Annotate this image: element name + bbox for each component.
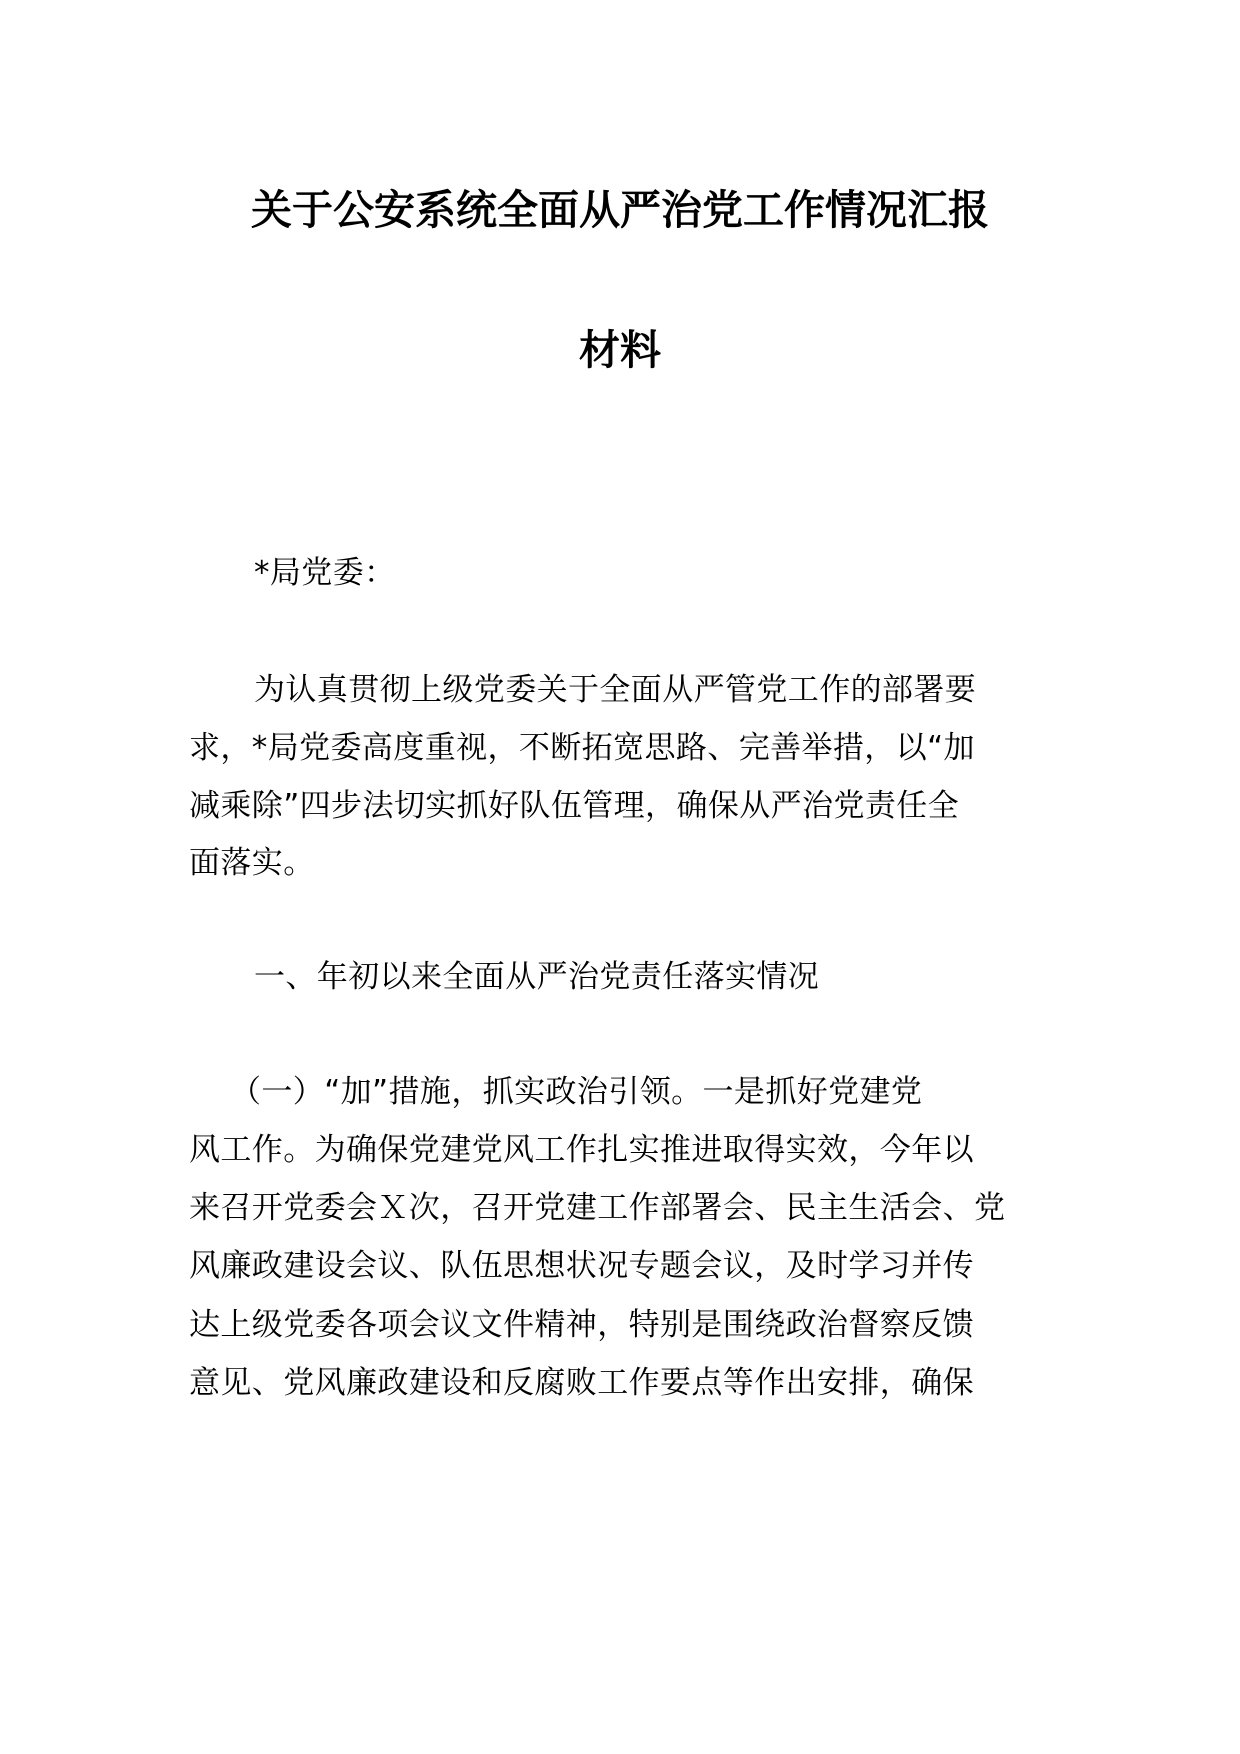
subsection-line-3: 来召开党委会Ｘ次，召开党建工作部署会、民主生活会、党 [189,1190,1006,1226]
paragraph-1-line-1: 为认真贯彻上级党委关于全面从严管党工作的部署要 [254,672,977,708]
paragraph-1-line-4: 面落实。 [189,845,315,881]
document-title-line-2: 材料 [579,326,661,374]
paragraph-1-line-2: 求，*局党委高度重视，不断拓宽思路、完善举措，以“加 [189,730,975,766]
subsection-line-1: （一）“加”措施，抓实政治引领。一是抓好党建党 [230,1074,923,1110]
paragraph-1-line-3: 减乘除”四步法切实抓好队伍管理，确保从严治党责任全 [189,788,960,824]
document-title-line-1: 关于公安系统全面从严治党工作情况汇报 [251,186,989,234]
subsection-line-5: 达上级党委各项会议文件精神，特别是围绕政治督察反馈 [189,1307,974,1343]
salutation: *局党委： [254,555,396,591]
section-heading: 一、年初以来全面从严治党责任落实情况 [254,959,820,995]
subsection-line-6: 意见、党风廉政建设和反腐败工作要点等作出安排，确保 [189,1365,974,1401]
subsection-line-2: 风工作。为确保党建党风工作扎实推进取得实效，今年以 [189,1132,974,1168]
subsection-line-4: 风廉政建设会议、队伍思想状况专题会议，及时学习并传 [189,1248,974,1284]
